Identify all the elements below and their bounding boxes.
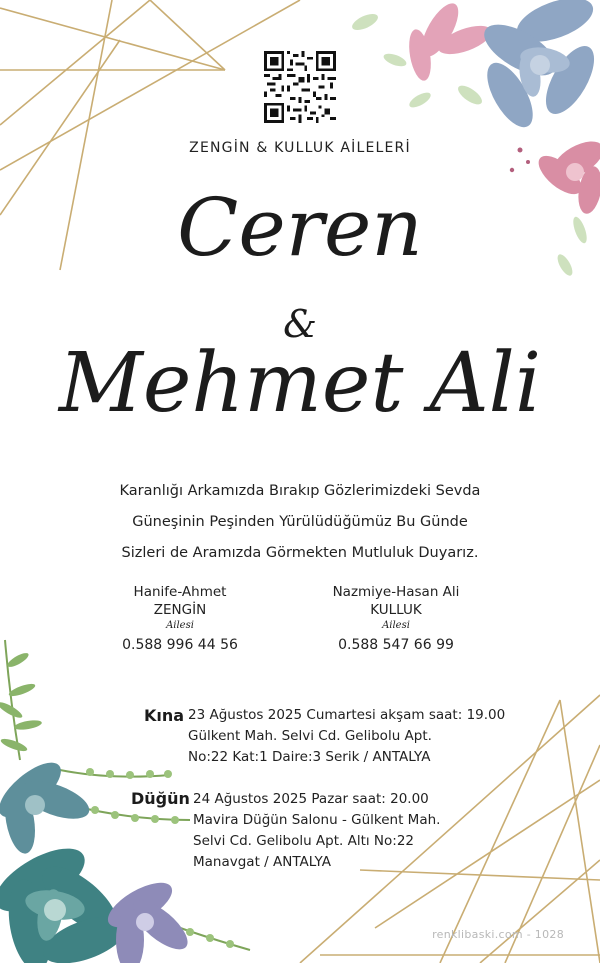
groom-name: Mehmet Ali bbox=[58, 336, 542, 431]
event-line: Selvi Cd. Gelibolu Apt. Altı No:22 bbox=[193, 833, 415, 849]
event-line: Mavira Düğün Salonu - Gülkent Mah. bbox=[193, 812, 441, 828]
parent-names: Hanife-Ahmet bbox=[133, 584, 227, 600]
event-line: No:22 Kat:1 Daire:3 Serik / ANTALYA bbox=[188, 749, 431, 765]
verse-line: Sizleri de Aramızda Görmekten Mutluluk Duyarız. bbox=[121, 545, 479, 561]
parent-names: Nazmiye-Hasan Ali bbox=[332, 584, 460, 600]
parent-phone: 0.588 547 66 99 bbox=[338, 637, 454, 653]
dugun-label: Düğün bbox=[131, 789, 190, 808]
families-heading: ZENGİN & KULLUK AİLELERİ bbox=[189, 140, 411, 156]
invitation-verse bbox=[0, 476, 600, 569]
event-line: 23 Ağustos 2025 Cumartesi akşam saat: 19.00 bbox=[188, 707, 506, 723]
dugun-details bbox=[193, 789, 440, 873]
kina-label: Kına bbox=[144, 706, 185, 725]
qr-code-icon bbox=[264, 51, 336, 123]
verse-line: Karanlığı Arkamızda Bırakıp Gözlerimizdeki Sevda bbox=[119, 483, 481, 499]
bride-name: Ceren bbox=[177, 181, 423, 274]
kina-details bbox=[188, 705, 505, 768]
footer-credit: renklibaski.com - 1028 bbox=[432, 928, 564, 941]
event-line: Gülkent Mah. Selvi Cd. Gelibolu Apt. bbox=[188, 728, 432, 744]
groom-parents bbox=[286, 583, 506, 656]
event-line: Manavgat / ANTALYA bbox=[193, 854, 331, 870]
ailesi-label: Ailesi bbox=[382, 620, 410, 631]
ailesi-label: Ailesi bbox=[166, 620, 194, 631]
ampersand: & bbox=[283, 302, 317, 346]
parent-surname: ZENGİN bbox=[153, 602, 207, 618]
bride-parents bbox=[70, 583, 290, 656]
parent-phone: 0.588 996 44 56 bbox=[122, 637, 238, 653]
verse-line: Güneşinin Peşinden Yürülüdüğümüz Bu Günde bbox=[132, 514, 468, 530]
parent-surname: KULLUK bbox=[370, 602, 422, 618]
event-line: 24 Ağustos 2025 Pazar saat: 20.00 bbox=[193, 791, 429, 807]
